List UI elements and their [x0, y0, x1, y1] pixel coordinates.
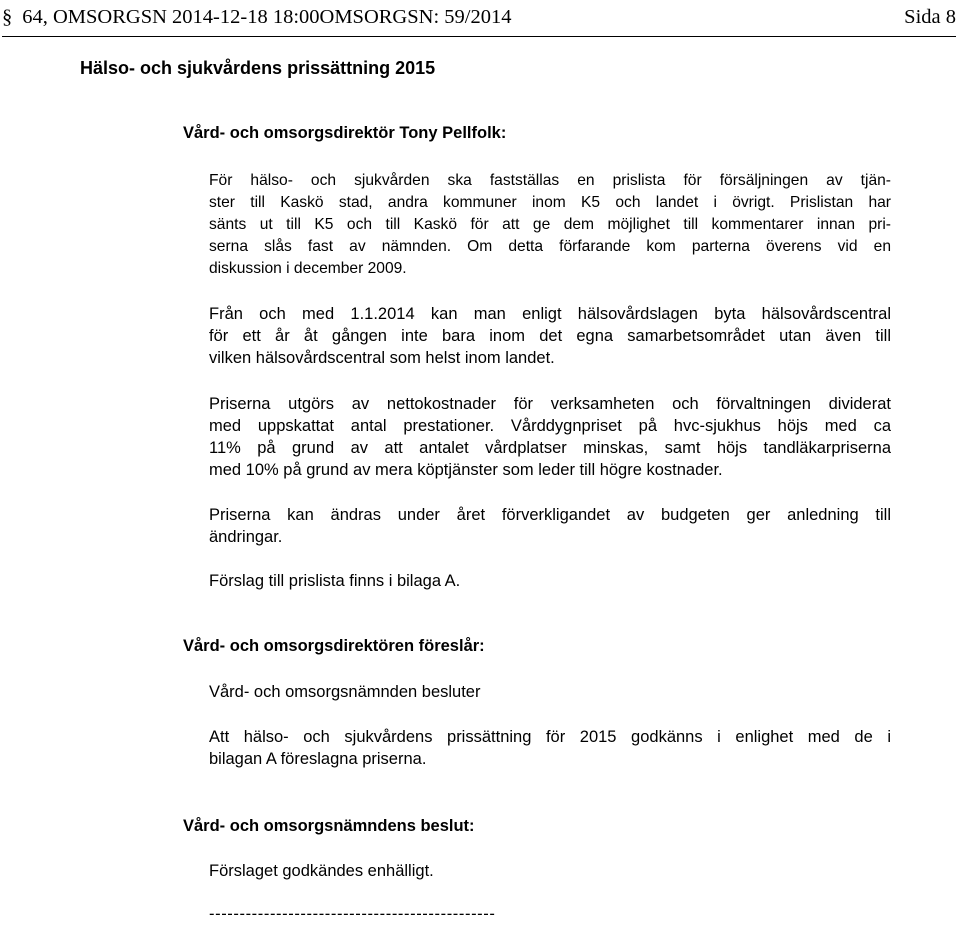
paragraph-prices: [209, 393, 891, 481]
paragraph-attachment: Förslag till prislista finns i bilaga A.: [209, 572, 461, 590]
proposal-intro: Vård- och omsorgsnämnden besluter: [209, 683, 481, 701]
paragraph-line: för ett år åt gången inte bara inom det egna samarbetsområdet utan även till: [209, 327, 891, 345]
director-heading: Vård- och omsorgsdirektör Tony Pellfolk:: [183, 124, 507, 142]
paragraph-line: ster till Kaskö stad, andra kommuner inom K5 och landet i övrigt. Prislistan har: [209, 194, 891, 211]
proposal-heading: Vård- och omsorgsdirektören föreslår:: [183, 637, 485, 655]
page-header: [2, 6, 956, 36]
paragraph-line: vilken hälsovårdscentral som helst inom landet.: [209, 349, 555, 367]
paragraph-line: Priserna utgörs av nettokostnader för verksamheten och förvaltningen dividerat: [209, 395, 891, 413]
paragraph-line: Att hälso- och sjukvårdens prissättning för 2015 godkänns i enlighet med de i: [209, 728, 891, 746]
paragraph-line: sänts ut till K5 och till Kaskö för att ge dem möjlighet till kommentarer innan pri-: [209, 216, 891, 233]
paragraph-line: 11% på grund av att antalet vårdplatser minskas, samt höjs tandläkarpriserna: [209, 439, 891, 457]
separator-line: -----------------------------------------------: [209, 905, 496, 923]
paragraph-line: med uppskattat antal prestationer. Vårddygnpriset på hvc-sjukhus höjs med ca: [209, 417, 891, 435]
decision-heading: Vård- och omsorgsnämndens beslut:: [183, 817, 475, 835]
header-rule: [2, 36, 956, 37]
paragraph-line: ändringar.: [209, 528, 283, 546]
paragraph-line: med 10% på grund av mera köptjänster som leder till högre kostnader.: [209, 461, 723, 479]
paragraph-line: serna slås fast av nämnden. Om detta förfarande kom parterna överens vid en: [209, 238, 891, 255]
paragraph-changes: [209, 504, 891, 548]
paragraph-line: För hälso- och sjukvården ska fastställas en prislista för försäljningen av tjän-: [209, 172, 891, 189]
paragraph-line: Priserna kan ändras under året förverkligandet av budgeten ger anledning till: [209, 506, 891, 524]
page-number: Sida 8: [904, 6, 956, 28]
header-reference: 64, OMSORGSN 2014-12-18 18:00OMSORGSN: 59/2014: [22, 6, 512, 28]
document-title: Hälso- och sjukvårdens prissättning 2015: [80, 58, 436, 78]
paragraph-price-list: [209, 170, 891, 280]
paragraph-line: diskussion i december 2009.: [209, 260, 407, 277]
section-mark: §: [2, 6, 13, 28]
paragraph-line: Från och med 1.1.2014 kan man enligt hälsovårdslagen byta hälsovårdscentral: [209, 305, 891, 323]
paragraph-health-center: [209, 303, 891, 369]
decision-text: Förslaget godkändes enhälligt.: [209, 862, 434, 880]
paragraph-line: bilagan A föreslagna priserna.: [209, 750, 427, 768]
proposal-text: [209, 726, 891, 770]
header-left: [2, 6, 511, 29]
